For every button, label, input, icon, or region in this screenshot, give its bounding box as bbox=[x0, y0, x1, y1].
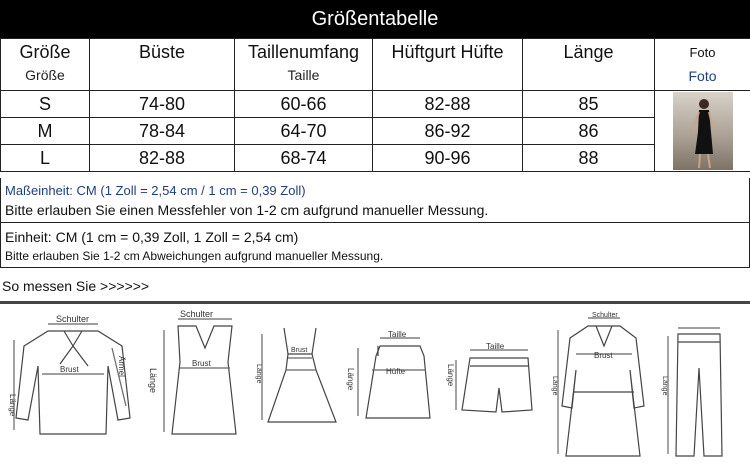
model-figure-icon bbox=[673, 92, 733, 170]
label-brust: Brust bbox=[594, 351, 613, 360]
measurement-notes bbox=[0, 178, 750, 268]
shorts-icon bbox=[456, 350, 532, 412]
cell-waist: 68-74 bbox=[235, 145, 373, 172]
skirt-icon bbox=[358, 338, 430, 418]
label-laenge: Länge bbox=[148, 368, 158, 394]
measurement-illustrations bbox=[0, 306, 750, 466]
note-block-primary bbox=[1, 178, 749, 223]
cell-hip: 86-92 bbox=[373, 118, 523, 145]
label-schulter: Schulter bbox=[592, 312, 618, 319]
cell-length: 85 bbox=[523, 91, 655, 118]
table-row bbox=[1, 91, 750, 118]
how-to-measure-heading: So messen Sie >>>>>> bbox=[2, 278, 150, 294]
label-brust: Brust bbox=[291, 347, 308, 354]
page-title: Größentabelle bbox=[0, 0, 750, 38]
label-laenge: Länge bbox=[551, 376, 558, 396]
label-laenge: Länge bbox=[446, 364, 455, 387]
label-huefte: Hüfte bbox=[386, 367, 406, 376]
tolerance-note: Bitte erlauben Sie einen Messfehler von 1-2 cm aufgrund manueller Messung. bbox=[5, 202, 489, 218]
label-laenge: Länge bbox=[346, 368, 355, 391]
tolerance-note-alt: Bitte erlauben Sie 1-2 cm Abweichungen aufgrund manueller Messung. bbox=[5, 249, 384, 263]
dress-icon bbox=[262, 328, 336, 422]
header-photo: Foto Foto bbox=[655, 39, 750, 91]
vest-icon bbox=[164, 319, 236, 434]
cell-length: 86 bbox=[523, 118, 655, 145]
divider bbox=[0, 301, 750, 304]
label-brust: Brust bbox=[60, 365, 79, 374]
cell-hip: 90-96 bbox=[373, 145, 523, 172]
cell-bust: 78-84 bbox=[90, 118, 235, 145]
unit-note: Maßeinheit: CM (1 Zoll = 2,54 cm / 1 cm = 0,39 Zoll) bbox=[5, 183, 306, 198]
table-header-row bbox=[1, 39, 750, 91]
photo-cell bbox=[655, 91, 750, 172]
header-bust: Büste bbox=[90, 39, 235, 91]
blouse-icon bbox=[14, 324, 130, 434]
cell-bust: 82-88 bbox=[90, 145, 235, 172]
label-brust: Brust bbox=[192, 359, 211, 368]
header-size: Größe Größe bbox=[1, 39, 90, 91]
cell-waist: 64-70 bbox=[235, 118, 373, 145]
label-laenge: Länge bbox=[8, 394, 17, 417]
header-hip: Hüftgurt Hüfte bbox=[373, 39, 523, 91]
unit-note-alt: Einheit: CM (1 cm = 0,39 Zoll, 1 Zoll = 2,54 cm) bbox=[5, 229, 299, 245]
cell-size: L bbox=[1, 145, 90, 172]
label-laenge: Länge bbox=[255, 364, 262, 384]
header-length: Länge bbox=[523, 39, 655, 91]
label-aermel: Ärmel bbox=[117, 356, 126, 377]
label-taille: Taille bbox=[486, 342, 505, 351]
coat-icon bbox=[558, 318, 644, 456]
cell-size: M bbox=[1, 118, 90, 145]
cell-bust: 74-80 bbox=[90, 91, 235, 118]
model-photo bbox=[673, 92, 733, 170]
cell-waist: 60-66 bbox=[235, 91, 373, 118]
label-laenge: Länge bbox=[661, 376, 668, 396]
note-block-secondary bbox=[1, 223, 749, 267]
size-table bbox=[0, 38, 750, 172]
cell-size: S bbox=[1, 91, 90, 118]
cell-length: 88 bbox=[523, 145, 655, 172]
label-schulter: Schulter bbox=[56, 314, 90, 324]
label-schulter: Schulter bbox=[180, 309, 214, 319]
table-row bbox=[1, 145, 750, 172]
cell-hip: 82-88 bbox=[373, 91, 523, 118]
label-taille: Taille bbox=[388, 330, 407, 339]
header-waist: Taillenumfang Taille bbox=[235, 39, 373, 91]
trousers-icon bbox=[668, 328, 722, 456]
table-row bbox=[1, 118, 750, 145]
